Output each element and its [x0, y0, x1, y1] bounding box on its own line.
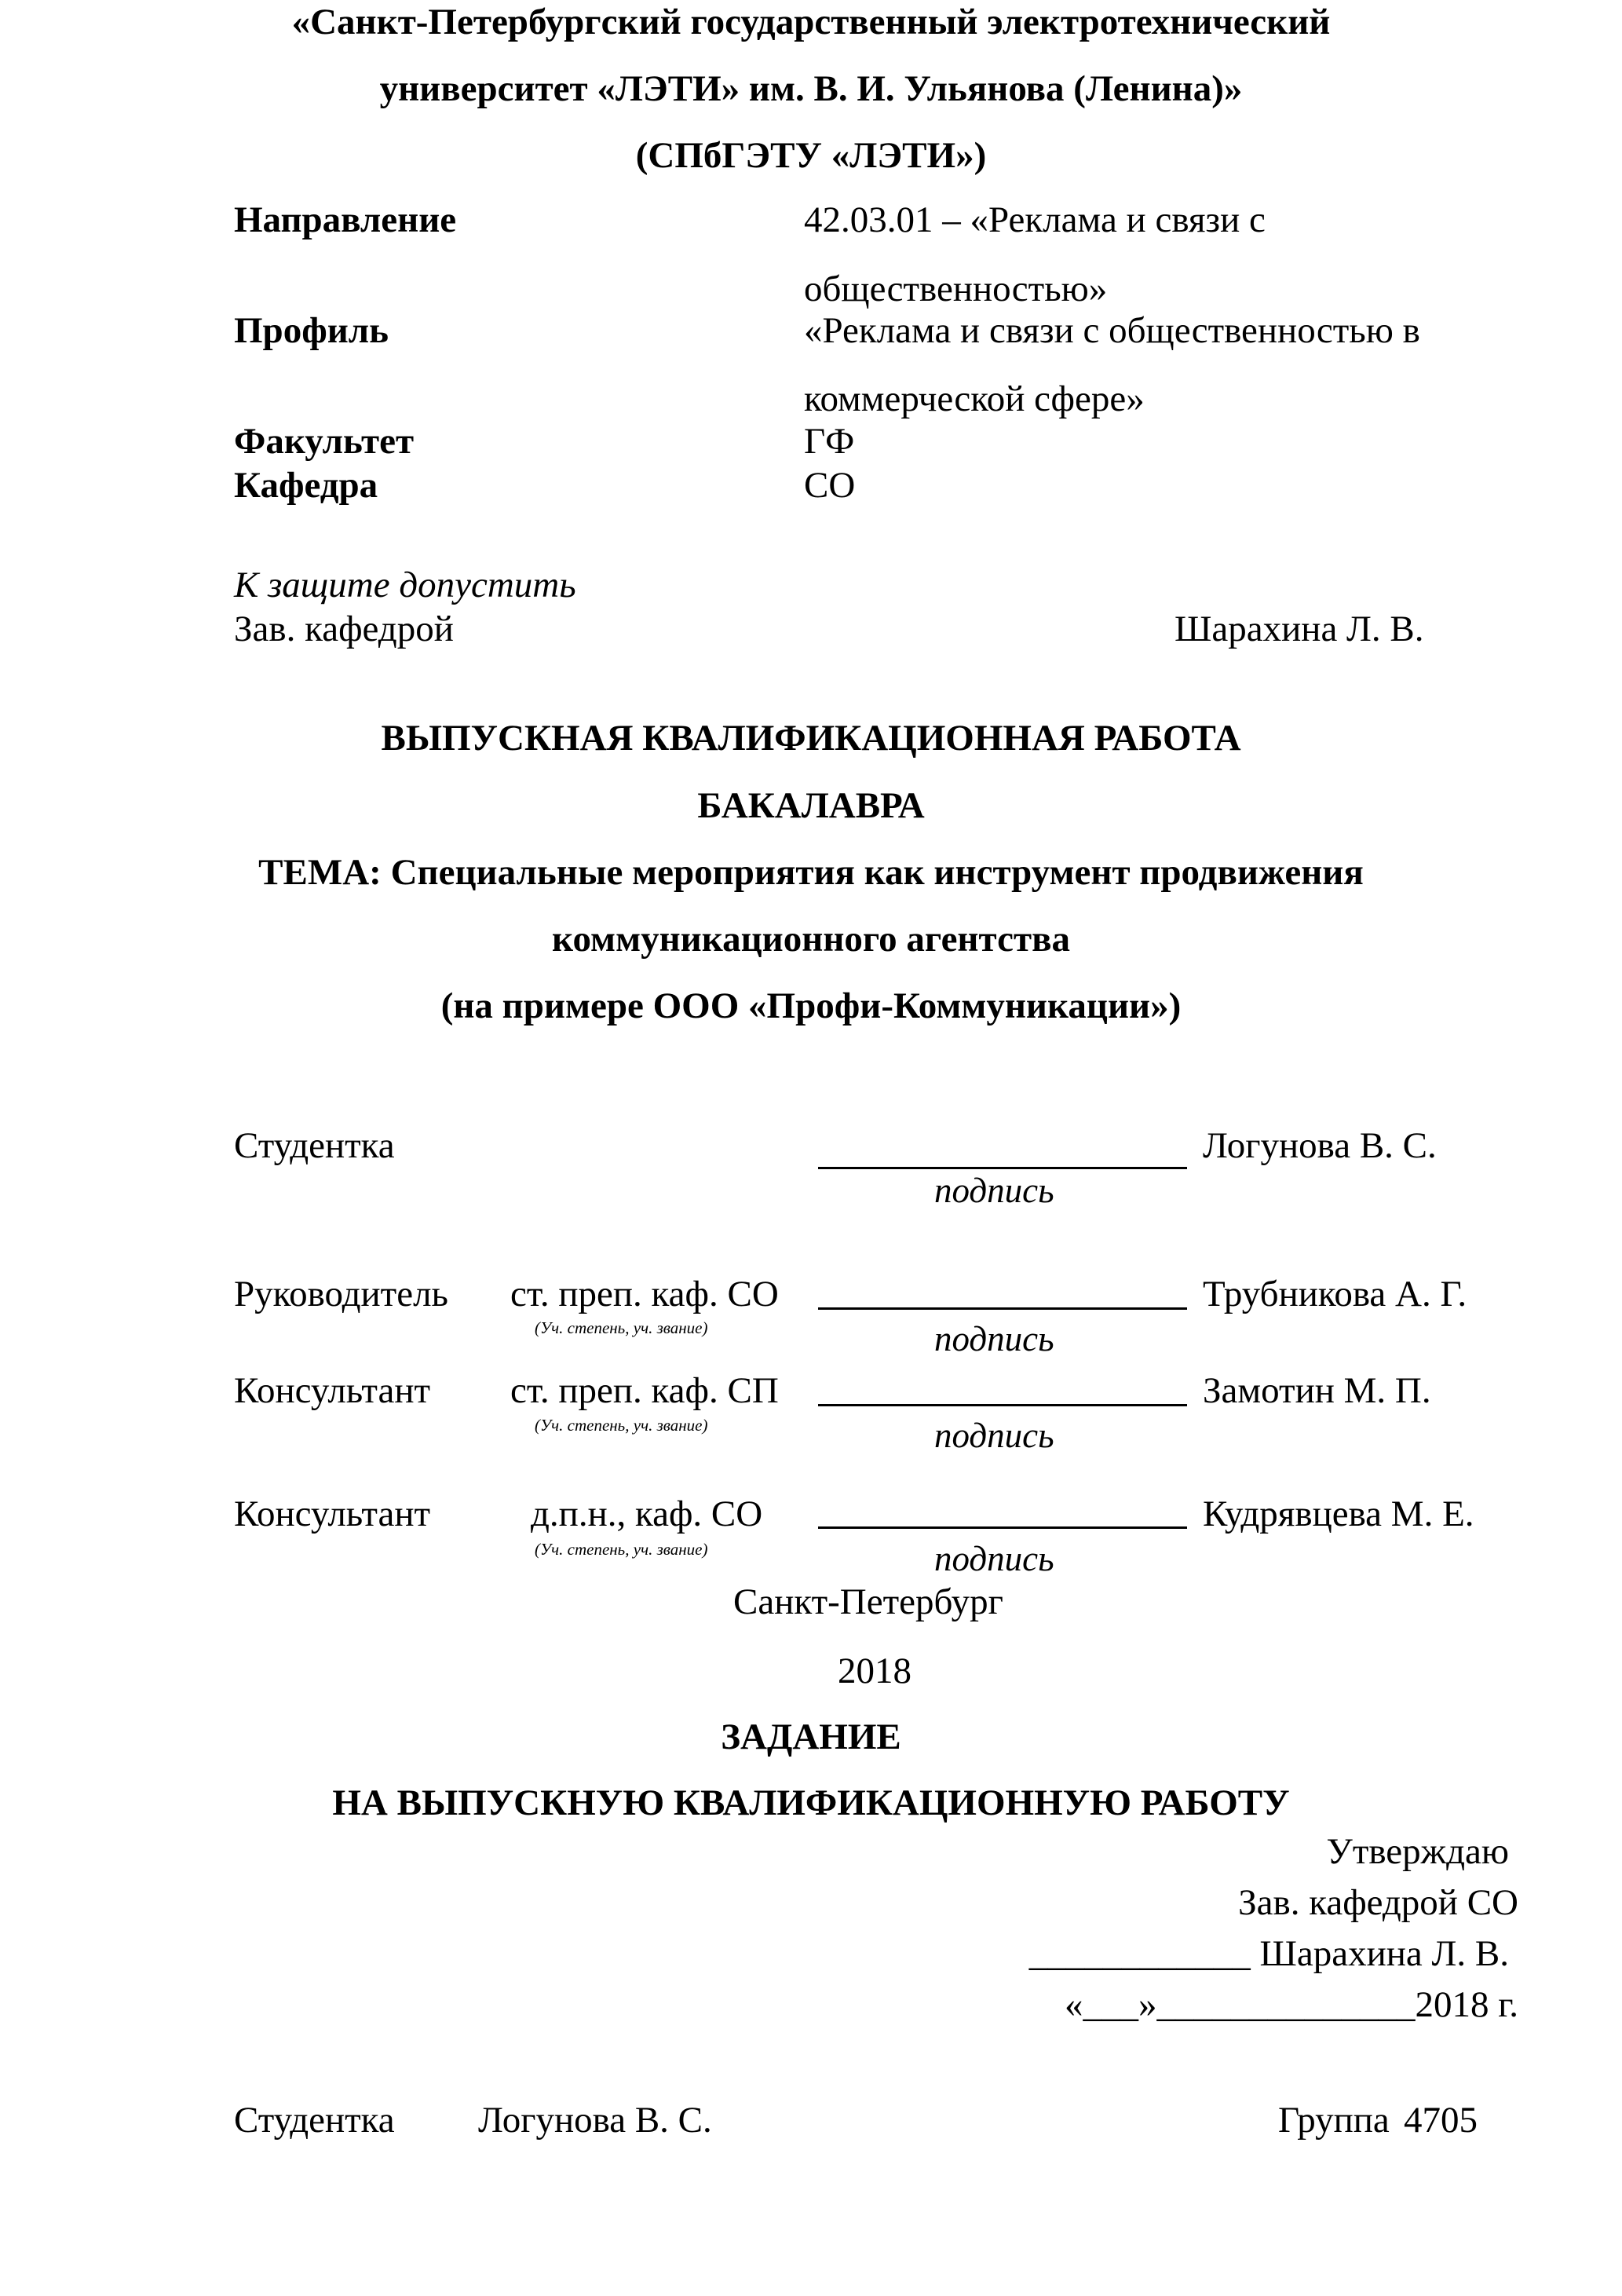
direction-label: Направление	[234, 199, 457, 240]
footer-city: Санкт-Петербург	[733, 1581, 1003, 1622]
date-year: 2018 г.	[1415, 1984, 1518, 2025]
supervisor-role-label: Руководитель	[234, 1274, 448, 1314]
faculty-label: Факультет	[234, 421, 415, 462]
profile-value-line-2: коммерческой сфере»	[804, 378, 1145, 419]
footer-year: 2018	[838, 1651, 911, 1691]
work-type-line-1: ВЫПУСКНАЯ КВАЛИФИКАЦИОННАЯ РАБОТА	[381, 718, 1241, 759]
topic-line-3: (на примере ООО «Профи-Коммуникации»)	[440, 985, 1182, 1026]
direction-value-line-2: общественностью»	[804, 269, 1108, 309]
approve-label: Утверждаю	[1326, 1831, 1509, 1872]
topic-line-2: коммуникационного агентства	[551, 919, 1071, 960]
group-value: 4705	[1404, 2100, 1478, 2141]
date-month-blank[interactable]: ______________	[1156, 1984, 1416, 2025]
assignment-title: ЗАДАНИЕ	[721, 1717, 901, 1757]
supervisor-name: Трубникова А. Г.	[1203, 1274, 1467, 1314]
work-type-line-2: БАКАЛАВРА	[697, 785, 925, 826]
consultant-2-signature-caption: подпись	[934, 1539, 1054, 1578]
profile-value-line-1: «Реклама и связи с общественностью в	[804, 310, 1420, 351]
consultant-1-signature-line[interactable]	[818, 1404, 1187, 1406]
faculty-value: ГФ	[804, 421, 855, 462]
supervisor-signature-line[interactable]	[818, 1307, 1187, 1310]
consultant-1-signature-caption: подпись	[934, 1416, 1054, 1455]
assignment-student-label: Студентка	[234, 2100, 395, 2141]
date-close-quote: »	[1138, 1984, 1157, 2025]
consultant-2-name: Кудрявцева М. Е.	[1203, 1493, 1474, 1534]
university-abbreviation: (СПбГЭТУ «ЛЭТИ»)	[635, 135, 987, 176]
consultant-2-rank: д.п.н., каф. СО	[531, 1493, 763, 1534]
department-value: СО	[804, 465, 856, 506]
student-signature-caption: подпись	[934, 1171, 1054, 1210]
group-label: Группа	[1278, 2100, 1390, 2141]
topic-line-1: ТЕМА: Специальные мероприятия как инструмент продвижения	[258, 852, 1364, 893]
date-day-blank[interactable]: ___	[1083, 1984, 1139, 2025]
supervisor-signature-caption: подпись	[934, 1319, 1054, 1358]
supervisor-rank: ст. преп. каф. СО	[510, 1274, 779, 1314]
profile-label: Профиль	[234, 310, 389, 351]
consultant-2-rank-caption: (Уч. степень, уч. звание)	[535, 1540, 708, 1559]
student-role-label: Студентка	[234, 1125, 395, 1166]
assignment-subtitle: НА ВЫПУСКНУЮ КВАЛИФИКАЦИОННУЮ РАБОТУ	[332, 1782, 1290, 1823]
supervisor-rank-caption: (Уч. степень, уч. звание)	[535, 1318, 708, 1337]
consultant-1-role-label: Консультант	[234, 1370, 431, 1411]
consultant-2-signature-line[interactable]	[818, 1526, 1187, 1529]
approve-role: Зав. кафедрой СО	[1238, 1882, 1518, 1923]
consultant-1-rank-caption: (Уч. степень, уч. звание)	[535, 1416, 708, 1435]
consultant-1-name: Замотин М. П.	[1203, 1370, 1431, 1411]
consultant-2-role-label: Консультант	[234, 1493, 431, 1534]
date-open-quote: «	[1065, 1984, 1083, 2025]
student-name: Логунова В. С.	[1203, 1125, 1437, 1166]
department-label: Кафедра	[234, 465, 378, 506]
approve-signature-blank[interactable]: ____________	[1028, 1933, 1251, 1974]
approve-head-name: Шарахина Л. В.	[1259, 1933, 1509, 1974]
admission-head-name: Шарахина Л. В.	[1174, 609, 1424, 649]
admission-note: К защите допустить	[234, 565, 576, 605]
approve-date-row	[1065, 1983, 1518, 2027]
consultant-1-rank: ст. преп. каф. СП	[510, 1370, 779, 1411]
direction-value-line-1: 42.03.01 – «Реклама и связи с	[804, 199, 1266, 240]
university-name-line-2: университет «ЛЭТИ» им. В. И. Ульянова (Ленина)»	[379, 68, 1243, 109]
assignment-student-name: Логунова В. С.	[478, 2100, 712, 2141]
admission-role: Зав. кафедрой	[234, 609, 454, 649]
approve-signature-row	[1029, 1932, 1509, 1976]
university-name-line-1: «Санкт-Петербургский государственный электротехнический	[291, 2, 1331, 42]
